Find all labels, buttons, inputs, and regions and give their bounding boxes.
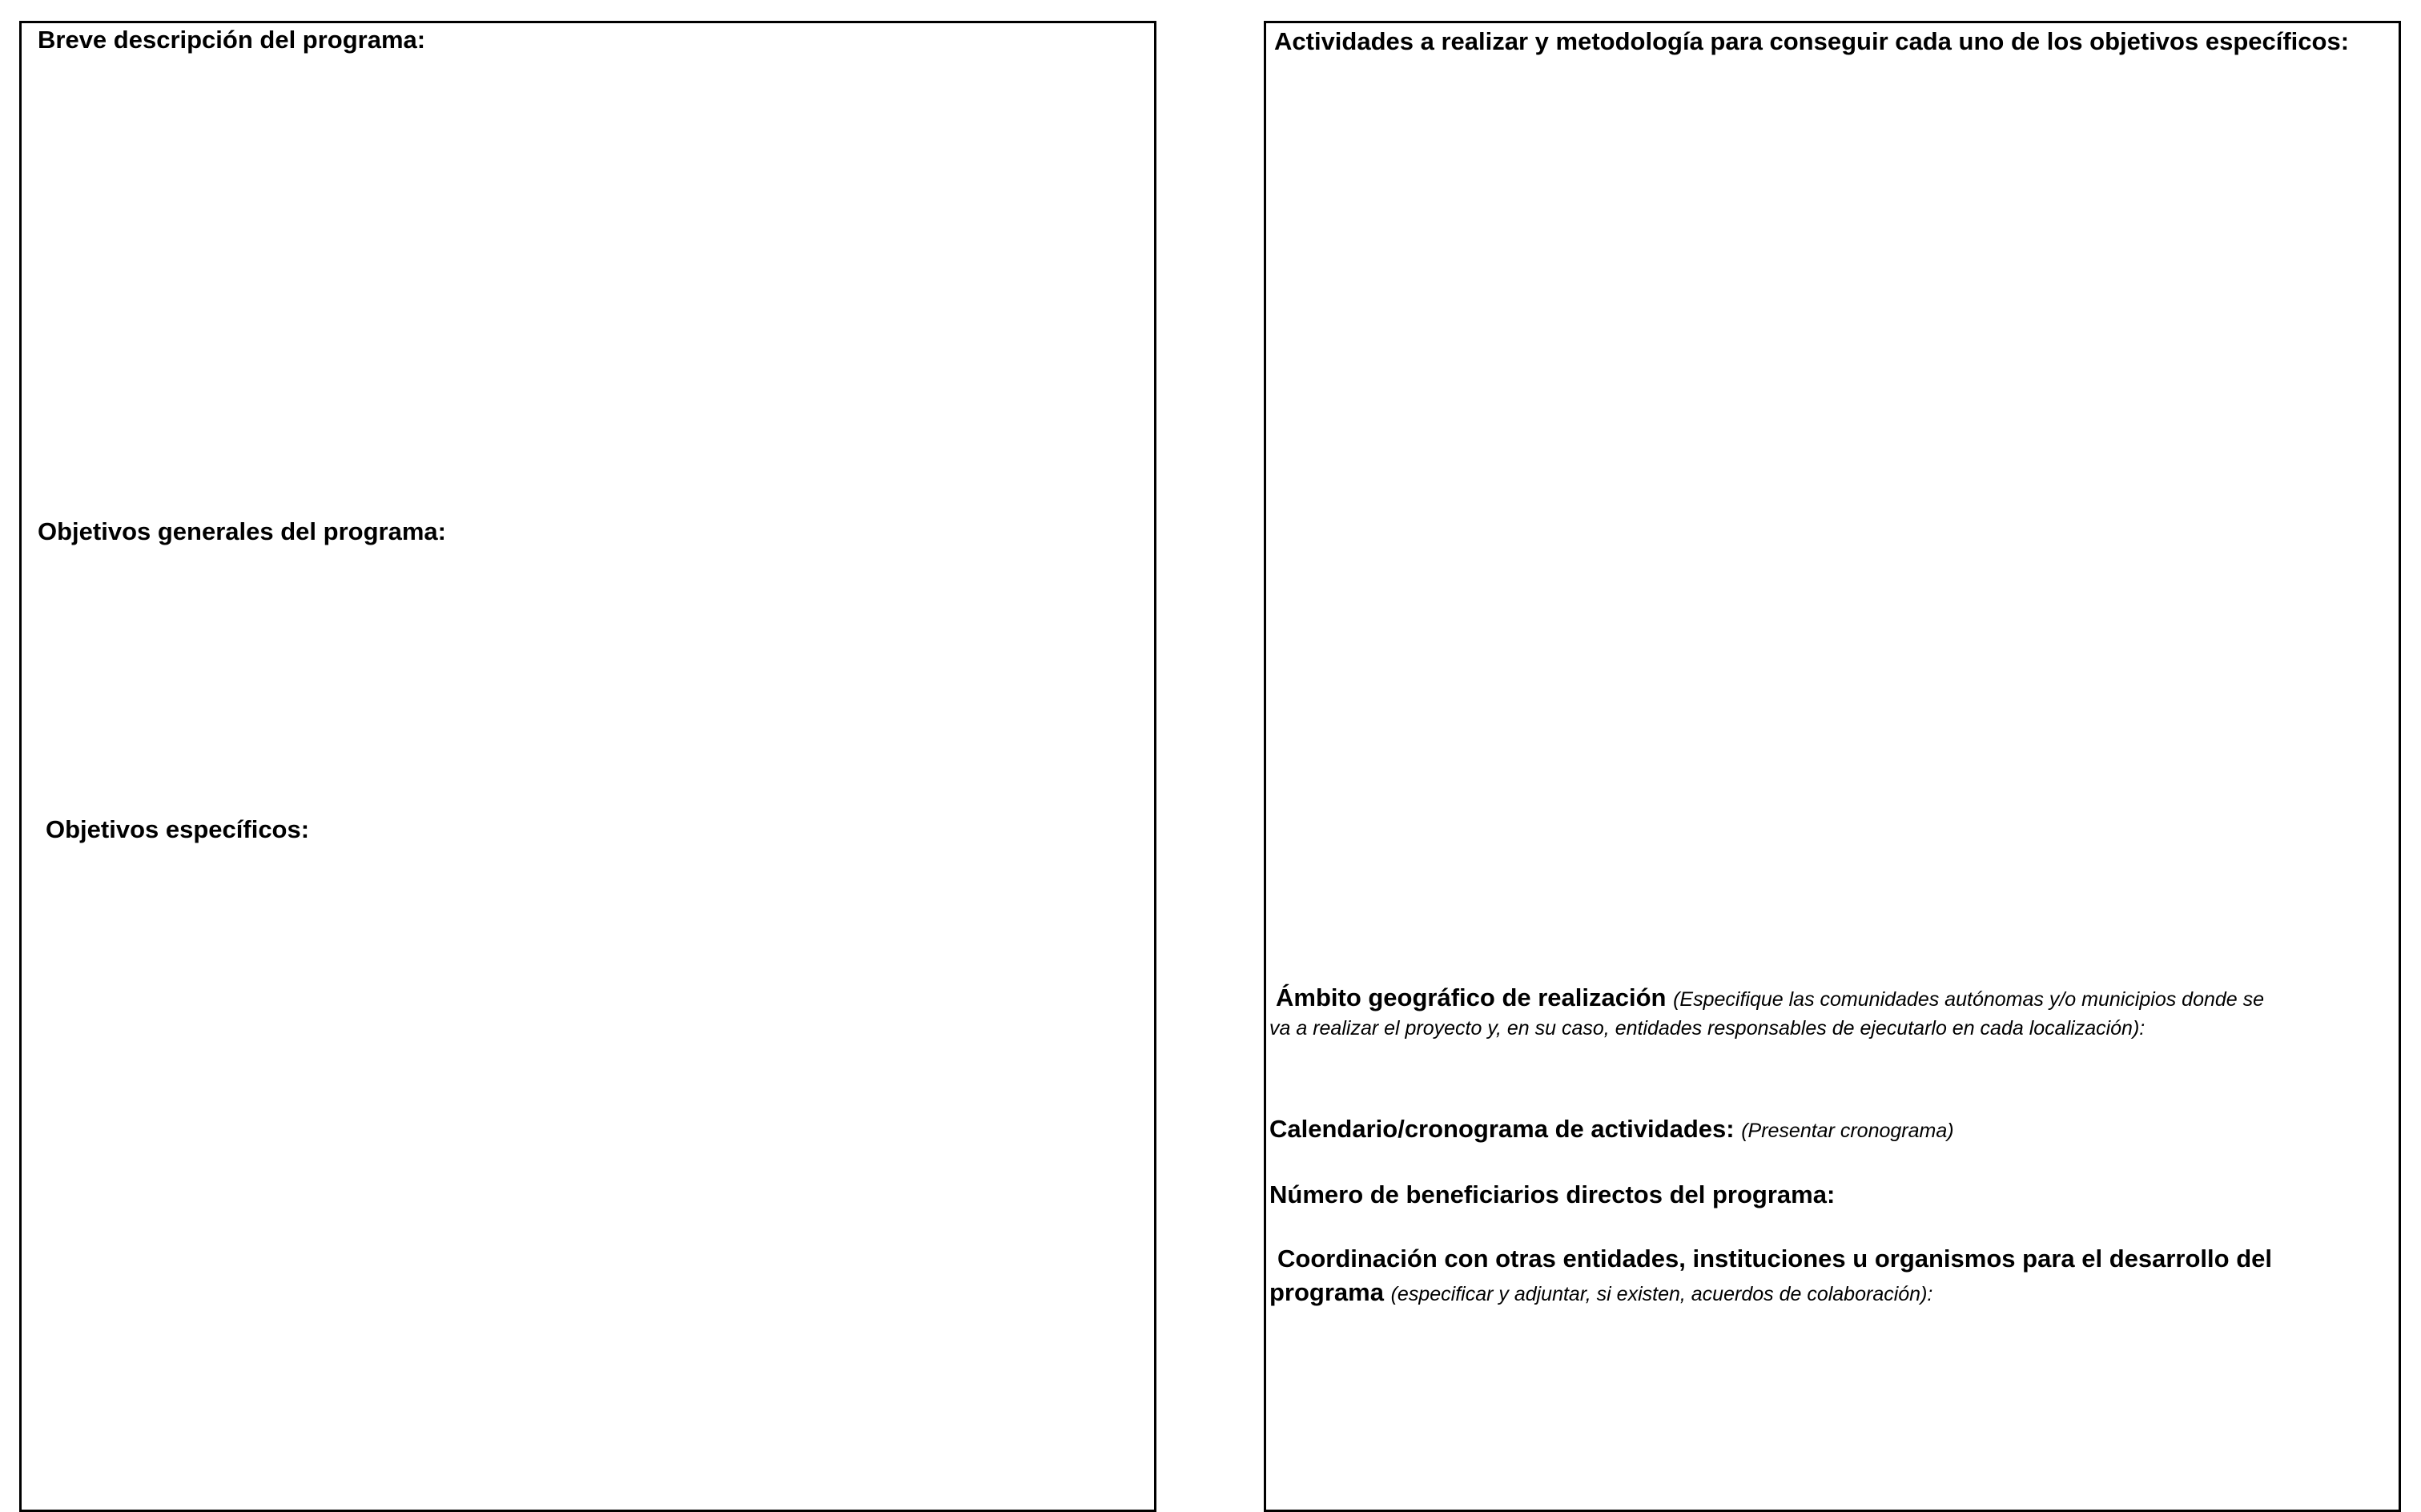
geographic-scope-note-line1: (Especifique las comunidades autónomas y/o municipios donde se [1673,988,2265,1011]
coordination-label-line2: programa [1269,1278,1384,1306]
brief-description-label: Breve descripción del programa: [38,26,426,54]
coordination-note: (especificar y adjuntar, si existen, acuerdos de colaboración): [1390,1283,1933,1305]
coordination-label-line1: Coordinación con otras entidades, instituciones u organismos para el desarrollo del [1277,1245,2272,1273]
geographic-scope-block [1276,983,2264,1014]
calendar-note: (Presentar cronograma) [1741,1120,1954,1142]
coordination-block [1269,1277,1932,1309]
right-form-panel [1264,21,2401,1512]
calendar-label: Calendario/cronograma de actividades: [1269,1115,1735,1143]
calendar-block [1269,1114,1954,1145]
geographic-scope-note-line2: va a realizar el proyecto y, en su caso, entidades responsables de ejecutarlo en cada localización): [1269,1017,2146,1040]
beneficiaries-label: Número de beneficiarios directos del programa: [1269,1180,1836,1208]
general-objectives-label: Objetivos generales del programa: [38,517,446,545]
left-form-panel [19,21,1156,1512]
activities-label: Actividades a realizar y metodología para conseguir cada uno de los objetivos específicos: [1274,27,2350,55]
specific-objectives-label: Objetivos específicos: [46,815,310,843]
geographic-scope-label: Ámbito geográfico de realización [1276,983,1667,1011]
